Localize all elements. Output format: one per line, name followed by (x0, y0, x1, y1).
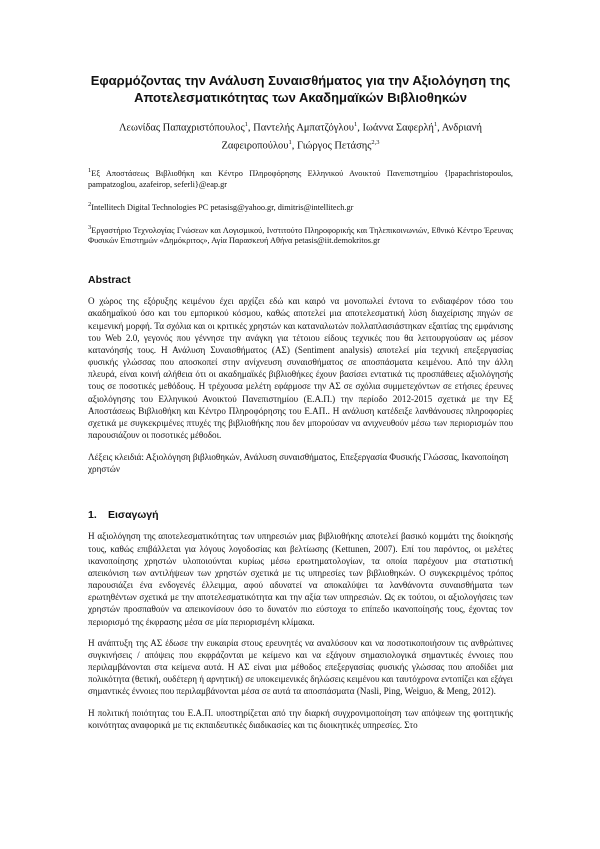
author-name: Λεωνίδας Παπαχριστόπουλος (118, 122, 245, 134)
author-name: Ιωάννα Σαφερλή (362, 122, 434, 134)
body-paragraph: Η αξιολόγηση της αποτελεσματικότητας των υπηρεσιών μιας βιβλιοθήκης αποτελεί βασικό κομμάτι της διοίκησής τους, καθώς επιβάλλεται για λόγους λογοδοσίας και βελτίωσης (Kettunen, 2007). Επί του παρόντος, οι μελέτες ικανοποίησης χρηστών υλοποιούνται κυρίως μέσω ερωτηματολογίων, τα οποία παρέχουν μια στατιστική απεικόνιση των αντιλήψεων των χρηστών σχετικά με τις υπηρεσίες των βιβλιοθηκών. Ο συγκεκριμένος τρόπος παρουσιάζει ένα ενδογενές έλλειμμα, αφού αδυνατεί να αποκαλύψει τα λανθάνοντα συναισθήματα των ερωτηθέντων σχετικά με την αποτελεσματικότητα και την αξία των υπηρεσιών. Ως εκ τούτου, οι αξιολογήσεις των χρηστών προσπαθούν να απεικονίσουν όσο το δυνατόν πιο εύστοχα το επίπεδο ικανοποίησής τους, έχοντας τον περιορισμό της έκφρασης μέσα σε μία περιορισμένη κλίμακα. (88, 531, 513, 627)
abstract-heading: Abstract (88, 274, 131, 287)
affiliation (88, 165, 513, 190)
body-paragraph: Η ανάπτυξη της ΑΣ έδωσε την ευκαιρία στους ερευνητές να αναλύσουν και να ποσοτικοποιήσουν τις ανθρώπινες συγκινήσεις / απόψεις που εκφράζονται με κείμενο και να εξάγουν σημασιολογικά σημαντικές έννοιες που περιλαμβάνονται στα κείμενα αυτά. Η ΑΣ είναι μια μέθοδος επεξεργασίας φυσικής γλώσσας που αποδίδει μια πολικότητα (θετική, ουδέτερη ή αρνητική) σε υποκειμενικές δηλώσεις κειμένου και ταυτόχρονα εντοπίζει και εξάγει σημαντικές έννοιες που περιλαμβάνονται μέσα σε αυτά τα αποσπάσματα (Nasli, Ping, Weiguo, & Meng, 2012). (88, 637, 513, 697)
author-affil-sup: 1 (244, 121, 248, 128)
affiliation (88, 222, 513, 247)
author-name: Ανδριανή Ζαφειροπούλου (221, 122, 483, 151)
affiliations (88, 165, 513, 246)
author-name: Γιώργος Πετάσης (297, 140, 372, 151)
author-affil-sup: 1 (353, 121, 358, 128)
author-name: Παντελής Αμπατζόγλου (253, 122, 354, 134)
section-title: Εισαγωγή (108, 509, 159, 522)
abstract-text: Ο χώρος της εξόρυξης κειμένου έχει αρχίζει εδώ και καιρό να μονοπωλεί έντονα το ενδιαφέρον τόσο του ακαδημαϊκού όσο και του εμπορικού κόσμου, καθώς αποτελεί μια αποτελεσματική λύση διαχείρισης πηγών σε κειμενική μορφή. Τα σχόλια και οι κριτικές χρηστών και καταναλωτών πολλαπλασιάστηκαν εξαιτίας της εμφάνισης του Web 2.0, γεγονός που γέννησε την ανάγκη για τέτοιου είδους τεχνικές που θα λειτουργούσαν ως μέσον κατανόησής τους. Η Ανάλυση Συναισθήματος (ΑΣ) (Sentiment analysis) αποτελεί μία τεχνική επεξεργασίας φυσικής γλώσσας που αποσκοπεί στην ανίχνευση συναισθήματος σε αποσπάσματα κειμένου. Από την άλλη πλευρά, είναι κοινή αλήθεια ότι οι ακαδημαϊκές βιβλιοθήκες έχουν βασίσει εντατικά τις προσπάθειες αξιολόγησής τους σε ποσοτικές μεθόδους. Η τρέχουσα μελέτη εφάρμοσε την ΑΣ σε σχόλια συμμετεχόντων σε ετήσιες έρευνες αξιολόγησης του Ελληνικού Ανοικτού Πανεπιστημίου (Ε.Α.Π.) την περίοδο 2012-2015 σχετικά με την Εξ Αποστάσεως Βιβλιοθήκη και Κέντρο Πληροφόρησης του Ε.ΑΠ.. Η ανάλυση κατέδειξε λανθάνουσες πληροφορίες σχετικά με συγκεκριμένες πτυχές της βιβλιοθήκης που δεν μπορούσαν να ανιχνευθούν μέσω των περιορισμών που παρουσιάζουν οι ποσοτικές μέθοδοι. (88, 296, 513, 441)
author-list: Λεωνίδας Παπαχριστόπουλος$^1$, Παντελής Αμπατζόγλου$^1$, Ιωάννα Σαφερλή$^1$, Ανδριανή Ζαφειροπούλου$^1$, Γιώργος Πετάσης$^{2,3}$ (118, 121, 483, 151)
affiliation-text: Εξ Αποστάσεως Βιβλιοθήκη και Κέντρο Πληροφόρησης Ελληνικού Ανοικτού Πανεπιστημίου {lpapachristopoulos, pampatzoglou, azafeirop, seferli}@eap.gr (88, 168, 513, 189)
affiliation-text: Intellitech Digital Technologies PC petasisg@yahoo.gr, dimitris@intellitech.gr (91, 202, 354, 212)
affiliation-sup: 3 (88, 223, 92, 231)
paper-title: Εφαρμόζοντας την Ανάλυση Συναισθήματος για την Αξιολόγηση της Αποτελεσματικότητας των Ακαδημαϊκών Βιβλιοθηκών (90, 73, 511, 105)
author-affil-sup: 1 (433, 121, 438, 128)
affiliation-text: Εργαστήριο Τεχνολογίας Γνώσεων και Λογισμικού, Ινστιτούτο Πληροφορικής και Τηλεπικοινωνιών, Εθνικό Κέντρο Έρευνας Φυσικών Επιστημών «Δημόκριτος», Αγία Παρασκευή Αθήνα petasis@iit.demokritos.gr (88, 225, 513, 246)
affiliation-sup: 2 (88, 200, 92, 208)
affiliation-sup: 1 (88, 167, 92, 174)
author-affil-sup: 1 (288, 138, 292, 146)
keywords: Λέξεις κλειδιά: Αξιολόγηση βιβλιοθηκών, Ανάλυση συναισθήματος, Επεξεργασία Φυσικής Γλώσσας, Ικανοποίηση χρηστών (88, 452, 509, 475)
author-affil-sup: 2,3 (371, 138, 380, 146)
section-number: 1. (88, 509, 97, 522)
affiliation (88, 199, 513, 213)
body-paragraph: Η πολιτική ποιότητας του Ε.Α.Π. υποστηρίζεται από την διαρκή συγχρονιμοποίηση των απόψεων της φοιτητικής κοινότητας αναφορικά με τις εκπαιδευτικές διαδικασίες και τις διοικητικές υπηρεσίες. Στο (88, 707, 513, 730)
section-heading (88, 509, 513, 521)
